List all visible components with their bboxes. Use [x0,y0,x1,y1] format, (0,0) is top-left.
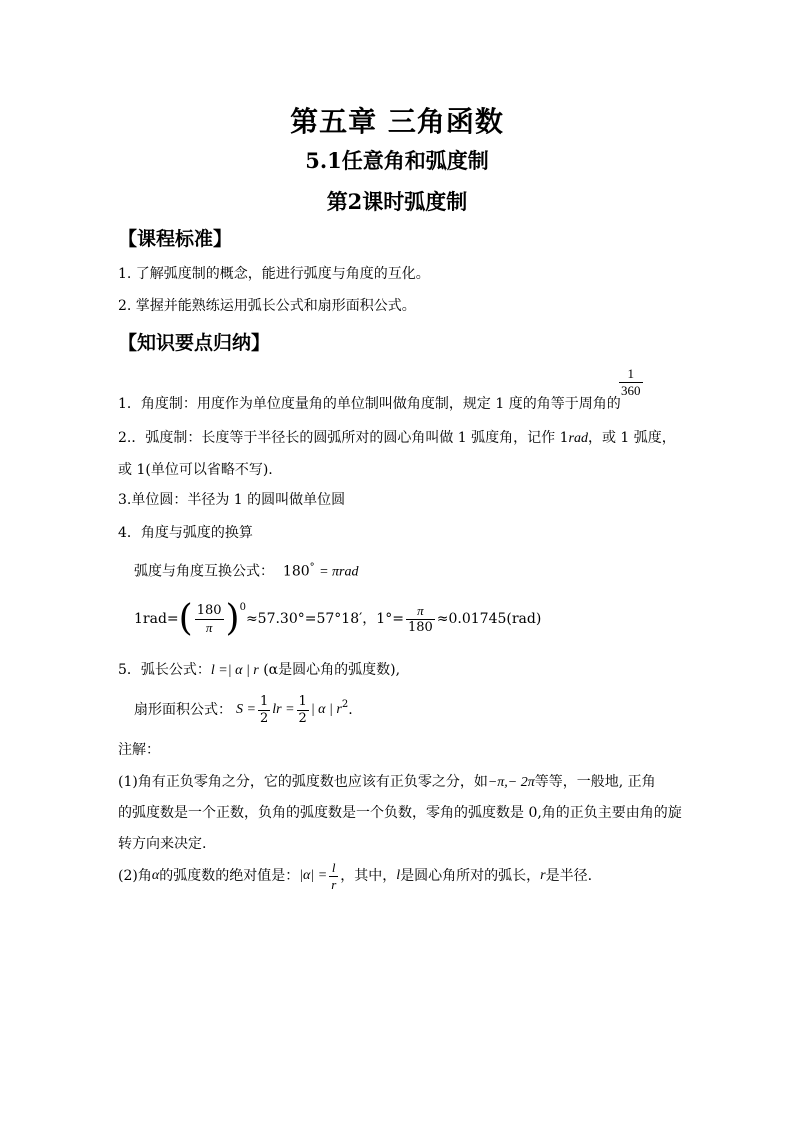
note-2-l: l [396,868,401,883]
rad-frac-den: π [205,619,213,635]
rad-exponent: 0 [239,602,246,613]
sector-s: S = [236,702,256,717]
item-2-text-a: 2.．弧度制：长度等于半径长的圆弧所对的圆心角叫做 1 弧度角，记作 1 [118,430,569,446]
lesson-title: 第2课时弧度制 [326,189,468,214]
conversion-label: 弧度与角度互换公式： [134,563,274,580]
note-1-text-b: 等等，一般地, 正角 [534,774,656,790]
standards-heading: 【课程标准】 [118,228,233,250]
sector-exponent: 2 [341,699,349,710]
sector-frac-den-2: 2 [298,710,307,726]
item-1-fraction [617,366,645,399]
sector-end: . [348,702,353,718]
sector-lr: lr = [272,702,295,717]
conversion-lhs: 180 [282,563,310,580]
item-2-line-2: 或 1(单位可以省略不写). [118,462,273,478]
note-2 [118,856,592,896]
note-1-line-3: 转方向来决定. [118,836,207,852]
note-2-r: r [540,868,546,883]
note-2-text-b: 的弧度数的绝对值是： [159,868,300,884]
degree-sign: ° [309,562,315,573]
deg-frac-den: 180 [407,619,433,635]
note-1-math: −π,− 2π [487,775,535,790]
item-2-text-b: ，或 1 弧度， [587,430,676,446]
conversion-rhs: = πrad [319,564,359,580]
arc-length-formula: l =| α | r [210,663,259,678]
rad-prefix: 1rad= [134,611,179,627]
note-2-frac-den: r [331,876,337,892]
fraction-numerator: 1 [619,366,643,383]
item-5-suffix: (α是圆心角的弧度数), [258,662,401,678]
note-1-line-2: 的弧度数是一个正数，负角的弧度数是一个负数，零角的弧度数是 0,角的正负主要由角的旋 [118,805,682,821]
rad-frac-num: 180 [196,602,222,618]
deg-approx: ≈0.01745(rad) [436,611,542,627]
deg-frac-num: π [406,603,435,620]
sector-area-line [134,690,353,730]
conversion-formula [134,559,359,582]
sector-tail: | α | r [310,702,342,717]
item-4: 4．角度与弧度的换算 [118,525,253,541]
chapter-title: 第五章 三角函数 [290,105,504,138]
sector-label: 扇形面积公式： [134,702,232,718]
left-paren: ( [178,598,193,639]
note-2-abs: |α| = [299,868,328,883]
note-2-text-e: 是半径. [545,868,593,884]
note-2-text-d: 是圆心角所对的弧长， [400,868,541,884]
item-2-line-1 [118,429,676,448]
note-2-alpha: α [151,868,160,883]
fraction-denominator: 360 [621,383,641,398]
item-5 [118,661,400,680]
right-paren: ) [225,598,240,639]
note-1-line-1 [118,773,656,792]
note-2-frac-num: l [329,860,338,877]
item-5-prefix: 5．弧长公式： [118,662,211,678]
item-1-text: 1．角度制：用度作为单位度量角的单位制叫做角度制，规定 1 度的角等于周角的 [118,396,621,412]
note-2-text-c: ，其中， [340,868,397,884]
sector-frac-den-1: 2 [259,710,269,726]
knowledge-heading: 【知识要点归纳】 [118,332,271,354]
item-3: 3.单位圆：半径为 1 的圆叫做单位圆 [118,492,346,508]
rad-unit: rad [568,431,588,446]
note-2-text-a: (2)角 [118,868,152,884]
standard-item-2: 2. 掌握并能熟练运用弧长公式和扇形面积公式。 [118,298,416,314]
note-1-text-a: (1)角有正负零角之分，它的弧度数也应该有正负零之分，如 [118,774,488,790]
rad-conversion-line [134,597,541,641]
notes-heading: 注解： [118,742,160,758]
standard-item-1: 1. 了解弧度制的概念，能进行弧度与角度的互化。 [118,266,430,282]
rad-approx: ≈57.30°=57°18′，1°= [245,611,404,627]
sector-frac-num-1: 1 [259,693,269,709]
section-title: 5.1任意角和弧度制 [305,148,489,173]
sector-frac-num-2: 1 [298,693,307,709]
